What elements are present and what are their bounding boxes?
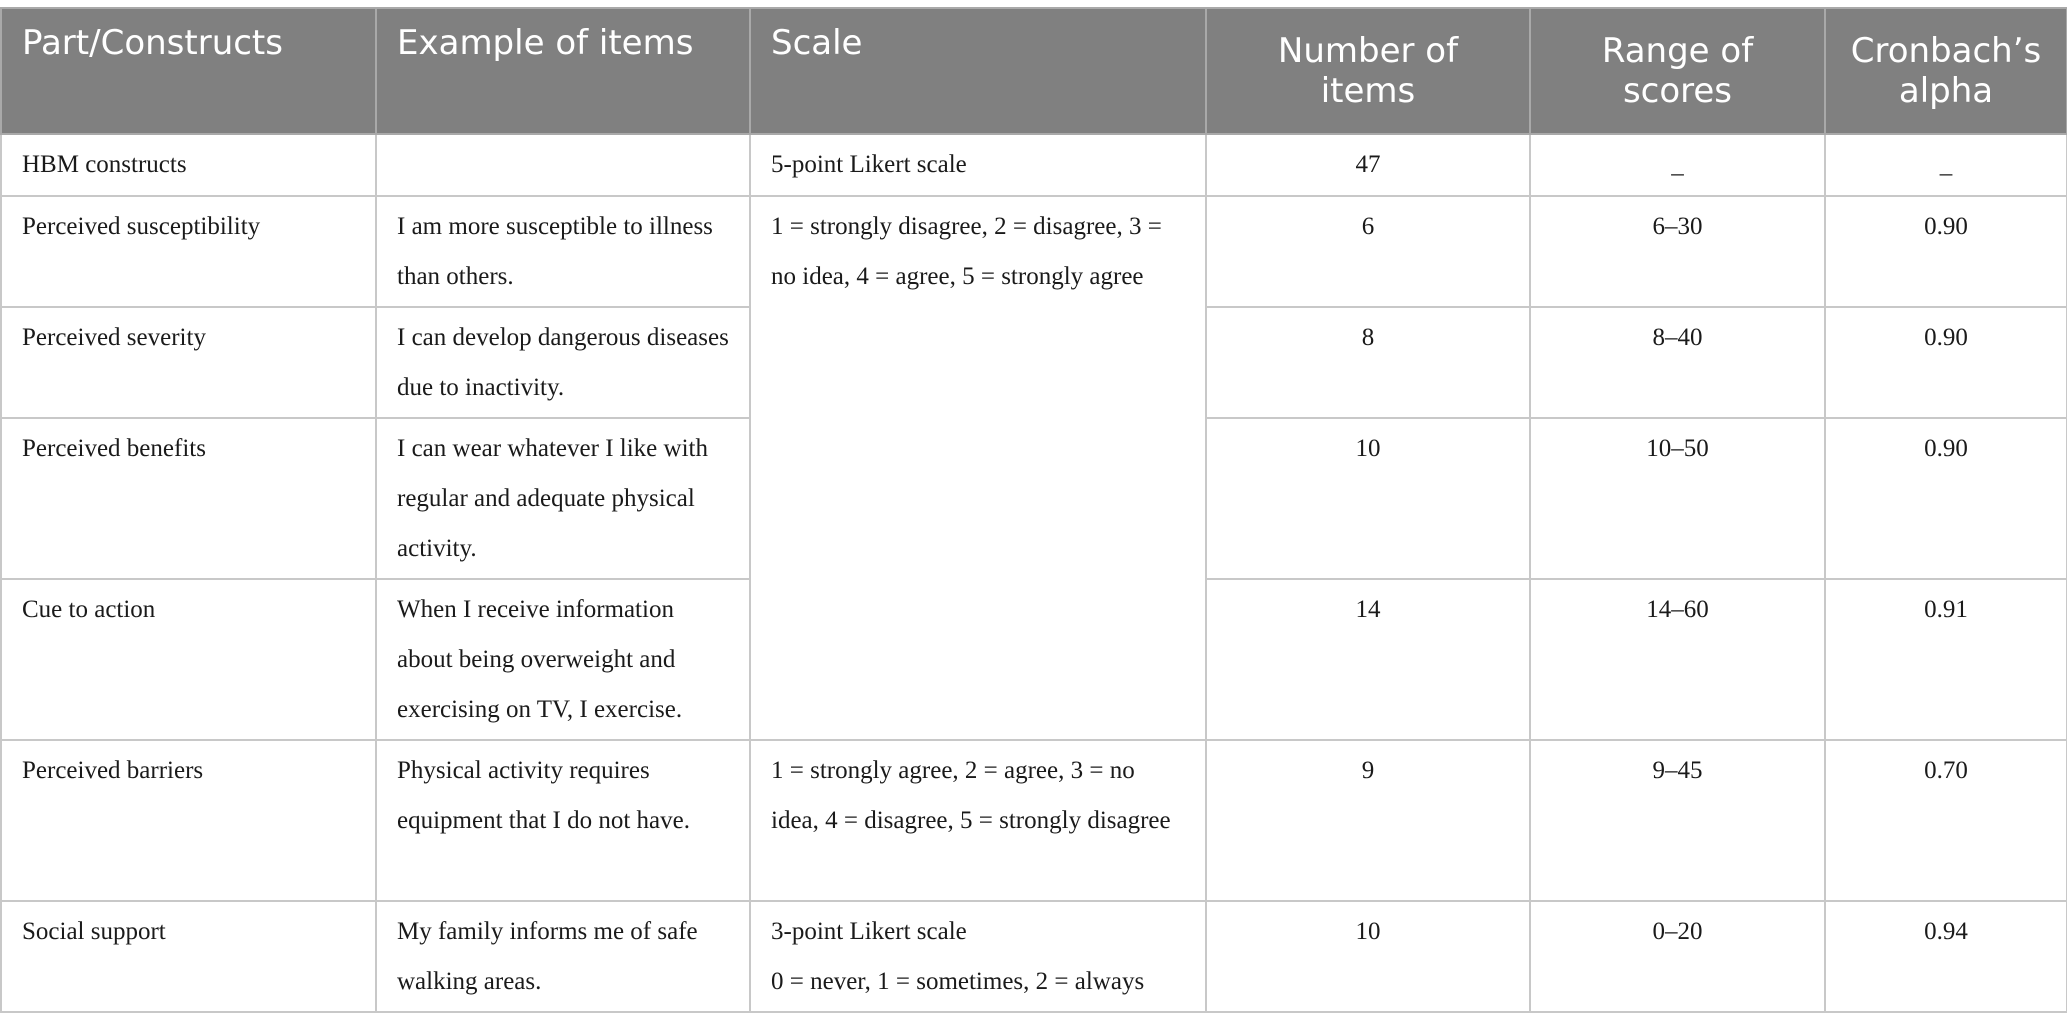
alpha-cell: 0.90 bbox=[1825, 196, 2067, 307]
scale-cell bbox=[750, 901, 1206, 1012]
number-of-items-cell: 6 bbox=[1206, 196, 1530, 307]
construct-cell: Social support bbox=[1, 901, 376, 1012]
alpha-cell: 0.91 bbox=[1825, 579, 2067, 740]
example-cell: I can develop dangerous diseases due to inactivity. bbox=[376, 307, 750, 418]
header-number-of-items bbox=[1206, 8, 1530, 134]
example-cell: My family informs me of safe walking areas. bbox=[376, 901, 750, 1012]
table-row bbox=[1, 196, 2067, 307]
header-cronbach-alpha bbox=[1825, 8, 2067, 134]
range-cell: 10–50 bbox=[1530, 418, 1825, 579]
example-cell bbox=[376, 134, 750, 196]
number-of-items-cell: 47 bbox=[1206, 134, 1530, 196]
header-alpha-line2: alpha bbox=[1898, 71, 1994, 111]
number-of-items-cell: 9 bbox=[1206, 740, 1530, 901]
constructs-table bbox=[0, 7, 2067, 1013]
header-construct: Part/Constructs bbox=[1, 8, 376, 134]
scale-cell: 5-point Likert scale bbox=[750, 134, 1206, 196]
construct-cell: Perceived benefits bbox=[1, 418, 376, 579]
header-number-of-items-line2: items bbox=[1320, 71, 1416, 111]
header-alpha-line1: Cronbach’s bbox=[1850, 31, 2042, 71]
example-cell: When I receive information about being overweight and exercising on TV, I exercise. bbox=[376, 579, 750, 740]
scale-cell: 1 = strongly disagree, 2 = disagree, 3 = no idea, 4 = agree, 5 = strongly agree bbox=[750, 196, 1206, 740]
scale-cell: 1 = strongly agree, 2 = agree, 3 = no idea, 4 = disagree, 5 = strongly disagree bbox=[750, 740, 1206, 901]
range-cell: 0–20 bbox=[1530, 901, 1825, 1012]
range-cell: 9–45 bbox=[1530, 740, 1825, 901]
header-range-line2: scores bbox=[1622, 71, 1733, 111]
header-range-line1: Range of bbox=[1601, 31, 1754, 71]
range-cell: _ bbox=[1530, 134, 1825, 196]
alpha-cell: 0.94 bbox=[1825, 901, 2067, 1012]
number-of-items-cell: 10 bbox=[1206, 901, 1530, 1012]
number-of-items-cell: 10 bbox=[1206, 418, 1530, 579]
construct-cell: Cue to action bbox=[1, 579, 376, 740]
construct-cell: Perceived susceptibility bbox=[1, 196, 376, 307]
example-cell: I am more susceptible to illness than others. bbox=[376, 196, 750, 307]
alpha-cell: _ bbox=[1825, 134, 2067, 196]
alpha-cell: 0.90 bbox=[1825, 418, 2067, 579]
range-cell: 6–30 bbox=[1530, 196, 1825, 307]
header-scale: Scale bbox=[750, 8, 1206, 134]
construct-cell: HBM constructs bbox=[1, 134, 376, 196]
construct-cell: Perceived severity bbox=[1, 307, 376, 418]
number-of-items-cell: 14 bbox=[1206, 579, 1530, 740]
construct-cell: Perceived barriers bbox=[1, 740, 376, 901]
header-row bbox=[1, 8, 2067, 134]
scale-line-1: 3-point Likert scale bbox=[771, 918, 967, 945]
range-cell: 14–60 bbox=[1530, 579, 1825, 740]
example-cell: Physical activity requires equipment that I do not have. bbox=[376, 740, 750, 901]
alpha-cell: 0.70 bbox=[1825, 740, 2067, 901]
header-example: Example of items bbox=[376, 8, 750, 134]
header-number-of-items-line1: Number of bbox=[1277, 31, 1459, 71]
example-cell: I can wear whatever I like with regular and adequate physical activity. bbox=[376, 418, 750, 579]
header-range-of-scores bbox=[1530, 8, 1825, 134]
scale-line-2: 0 = never, 1 = sometimes, 2 = always bbox=[771, 968, 1145, 995]
table-row bbox=[1, 740, 2067, 901]
table-row bbox=[1, 134, 2067, 196]
alpha-cell: 0.90 bbox=[1825, 307, 2067, 418]
number-of-items-cell: 8 bbox=[1206, 307, 1530, 418]
table-row bbox=[1, 901, 2067, 1012]
range-cell: 8–40 bbox=[1530, 307, 1825, 418]
